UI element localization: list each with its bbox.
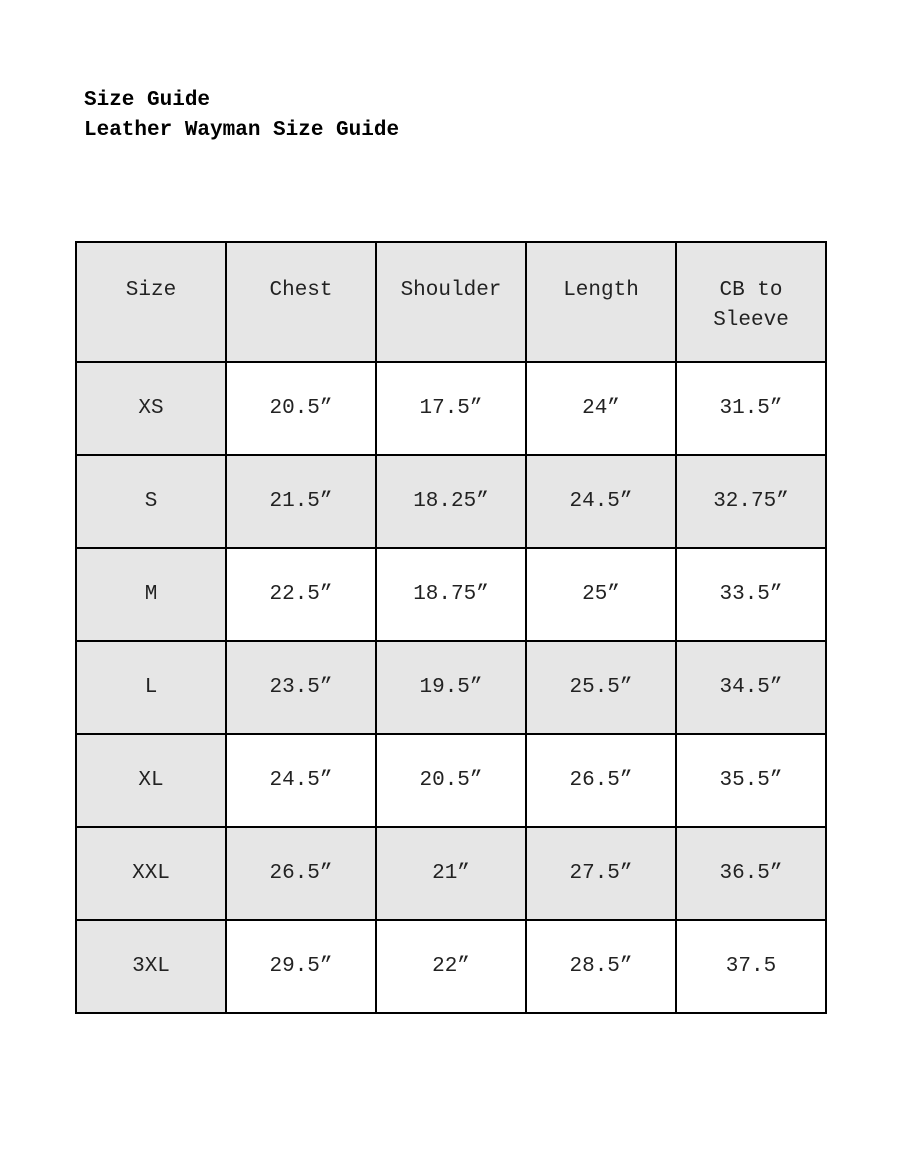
shoulder-cell: 20.5” [376,734,526,827]
chest-cell: 29.5” [226,920,376,1013]
shoulder-cell: 17.5” [376,362,526,455]
chest-cell: 24.5” [226,734,376,827]
table-row [76,827,826,920]
table-row [76,920,826,1013]
chest-cell: 26.5” [226,827,376,920]
chest-cell: 23.5” [226,641,376,734]
size-cell: 3XL [76,920,226,1013]
header-shoulder: Shoulder [376,242,526,362]
length-cell: 24.5” [526,455,676,548]
header-cb-to-sleeve: CB to Sleeve [676,242,826,362]
cb-to-sleeve-cell: 34.5” [676,641,826,734]
header-size: Size [76,242,226,362]
document-subtitle: Leather Wayman Size Guide [84,119,400,142]
size-cell: L [76,641,226,734]
size-cell: M [76,548,226,641]
length-cell: 26.5” [526,734,676,827]
shoulder-cell: 22” [376,920,526,1013]
cb-to-sleeve-cell: 37.5 [676,920,826,1013]
length-cell: 28.5” [526,920,676,1013]
length-cell: 25.5” [526,641,676,734]
chest-cell: 22.5” [226,548,376,641]
page-heading [84,86,399,146]
size-cell: XS [76,362,226,455]
size-guide-table [75,241,827,1014]
table-row [76,734,826,827]
header-length: Length [526,242,676,362]
table-row [76,641,826,734]
cb-to-sleeve-cell: 33.5” [676,548,826,641]
size-cell: XXL [76,827,226,920]
document-title: Size Guide [84,89,211,112]
chest-cell: 21.5” [226,455,376,548]
length-cell: 27.5” [526,827,676,920]
size-cell: S [76,455,226,548]
shoulder-cell: 18.25” [376,455,526,548]
shoulder-cell: 21” [376,827,526,920]
table-row [76,455,826,548]
length-cell: 25” [526,548,676,641]
header-chest: Chest [226,242,376,362]
shoulder-cell: 18.75” [376,548,526,641]
shoulder-cell: 19.5” [376,641,526,734]
cb-to-sleeve-cell: 32.75” [676,455,826,548]
table-row [76,362,826,455]
size-cell: XL [76,734,226,827]
table-row [76,548,826,641]
cb-to-sleeve-cell: 31.5” [676,362,826,455]
cb-to-sleeve-cell: 35.5” [676,734,826,827]
cb-to-sleeve-cell: 36.5” [676,827,826,920]
table-header-row [76,242,826,362]
length-cell: 24” [526,362,676,455]
chest-cell: 20.5” [226,362,376,455]
